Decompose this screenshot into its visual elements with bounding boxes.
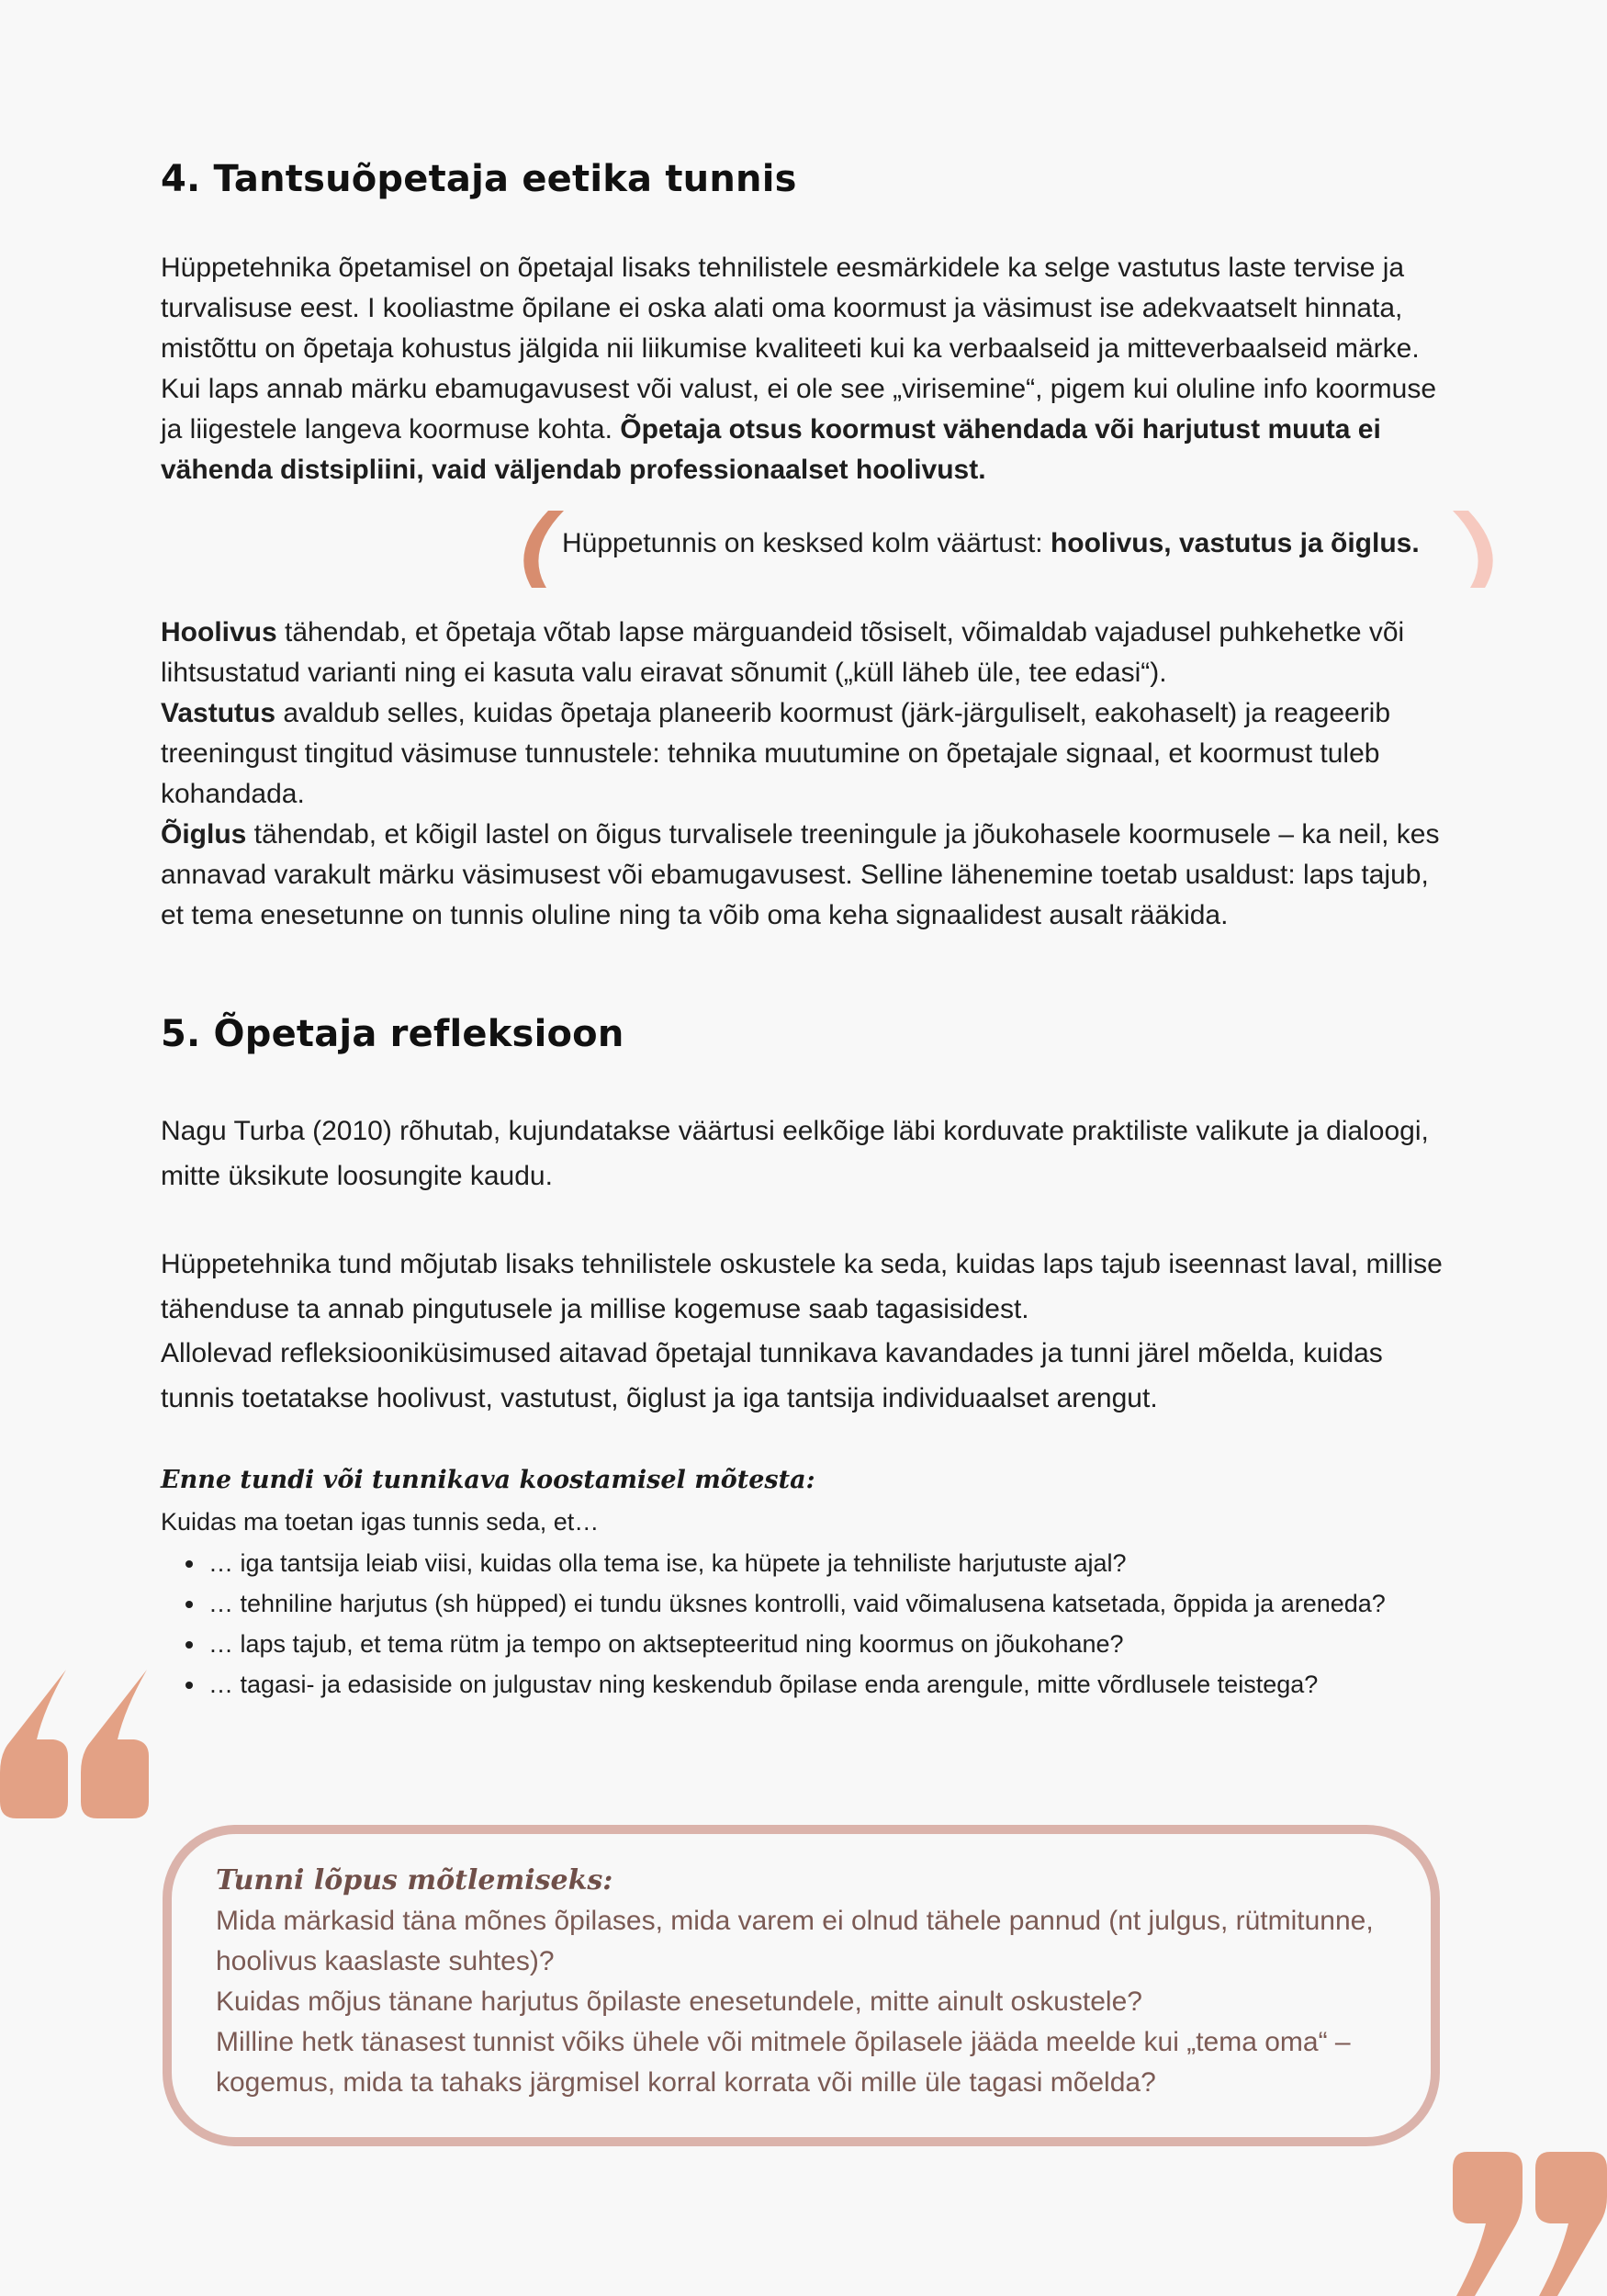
list-item: • … iga tantsija leiab viisi, kuidas olla tema ise, ka hüpete ja tehniliste harjutuste ajal?: [207, 1543, 1492, 1583]
value-oiglus: [161, 815, 1455, 936]
section-5-heading: 5. Õpetaja refleksioon: [161, 1013, 624, 1055]
values-paragraph: [161, 613, 1455, 936]
before-lesson-lead: Kuidas ma toetan igas tunnis seda, et…: [161, 1508, 600, 1536]
value-term: Vastutus: [161, 698, 276, 728]
question: Milline hetk tänasest tunnist võiks ühele või mitmele õpilasele jääda meelde kui „tema oma“ – kogemus, mida ta tahaks järgmisel korral korrata või mille üle tagasi mõelda?: [216, 2027, 1351, 2098]
value-term: Õiglus: [161, 819, 247, 850]
ethics-intro-text: Hüppetehnika õpetamisel on õpetajal lisaks tehnilistele eesmärkidele ka selge vastutus laste tervise ja turvalisuse eest. I kooliastme õpilane ei oska alati oma koormust ja väsimust ise adekvaatselt hinnata, mistõttu on õpetaja kohustus jälgida nii liikumise kvaliteeti kui ka verbaalseid ja mitteverbaalseid märke. Kui laps annab märku ebamugavusest või valust, ei ole see „virisemine“, pigem kui oluline info koormuse ja liigestele langeva koormuse kohta.: [161, 253, 1437, 445]
before-lesson-heading: Enne tundi või tunnikava koostamisel mõtesta:: [161, 1466, 815, 1494]
reflection-text: Hüppetehnika tund mõjutab lisaks tehnilistele oskustele ka seda, kuidas laps tajub iseennast laval, millise tähenduse ta annab pingutusele ja millise kogemuse saab tagasisidest.: [161, 1249, 1443, 1324]
value-term: Hoolivus: [161, 617, 277, 647]
list-item: • … tehniline harjutus (sh hüpped) ei tundu üksnes kontrolli, vaid võimalusena katsetada, õppida ja areneda?: [207, 1583, 1492, 1624]
value-vastutus: [161, 693, 1455, 815]
value-text: avaldub selles, kuidas õpetaja planeerib koormust (järk-järguliselt, eakohaselt) ja reageerib treeningust tingitud väsimuse tunnustele: tehnika muutumine on õpetajale signaal, et koormust tuleb kohandada.: [161, 698, 1391, 809]
question: Kuidas mõjus tänane harjutus õpilaste enesetundele, mitte ainult oskustele?: [216, 1986, 1142, 2017]
reflection-paragraph-1: [161, 1109, 1455, 1199]
pull-quote-values: hoolivus, vastutus ja õiglus.: [1050, 528, 1420, 558]
end-of-lesson-questions: [216, 1901, 1437, 2103]
right-bracket-icon: [1453, 511, 1493, 588]
question: Mida märkasid täna mõnes õpilases, mida varem ei olnud tähele pannud (nt julgus, rütmitunne, hoolivus kaaslaste suhtes)?: [216, 1906, 1374, 1976]
reflection-text: Allolevad refleksiooniküsimused aitavad õpetajal tunnikava kavandades ja tunni järel mõelda, kuidas tunnis toetatakse hoolivust, vastutust, õiglust ja iga tantsija individuaalset arengut.: [161, 1338, 1383, 1413]
before-lesson-list: [161, 1543, 1492, 1705]
reflection-paragraph-2: [161, 1243, 1455, 1421]
section-4-heading: 4. Tantsuõpetaja eetika tunnis: [161, 158, 797, 200]
left-bracket-icon: [523, 511, 564, 588]
pull-quote: [562, 528, 1420, 559]
list-item: • … laps tajub, et tema rütm ja tempo on aktsepteeritud ning koormus on jõukohane?: [207, 1624, 1492, 1664]
closing-quote-icon: [1453, 2152, 1607, 2296]
end-of-lesson-heading: Tunni lõpus mõtlemiseks:: [216, 1864, 613, 1896]
value-hoolivus: [161, 613, 1455, 693]
ethics-intro-emphasis: Õpetaja otsus koormust vähendada või harjutust muuta ei vähenda distsipliini, vaid väljendab professionaalset hoolivust.: [161, 414, 1381, 485]
opening-quote-icon: [0, 1670, 149, 1818]
pull-quote-text: Hüppetunnis on kesksed kolm väärtust:: [562, 528, 1051, 558]
reflection-text: Nagu Turba (2010) rõhutab, kujundatakse väärtusi eelkõige läbi korduvate praktiliste valikute ja dialoogi, mitte üksikute loosungite kaudu.: [161, 1116, 1429, 1191]
value-text: tähendab, et õpetaja võtab lapse märguandeid tõsiselt, võimaldab vajadusel puhkehetke või lihtsustatud varianti ning ei kasuta valu eiravat sõnumit („küll läheb üle, tee edasi“).: [161, 617, 1405, 688]
value-text: tähendab, et kõigil lastel on õigus turvalisele treeningule ja jõukohasele koormusele – ka neil, kes annavad varakult märku väsimusest või ebamugavusest. Selline lähenemine toetab usaldust: laps tajub, et tema enesetunne on tunnis oluline ning ta võib oma keha signaalidest ausalt rääkida.: [161, 819, 1440, 930]
list-item: • … tagasi- ja edasiside on julgustav ning keskendub õpilase enda arengule, mitte võrdlusele teistega?: [207, 1664, 1492, 1705]
